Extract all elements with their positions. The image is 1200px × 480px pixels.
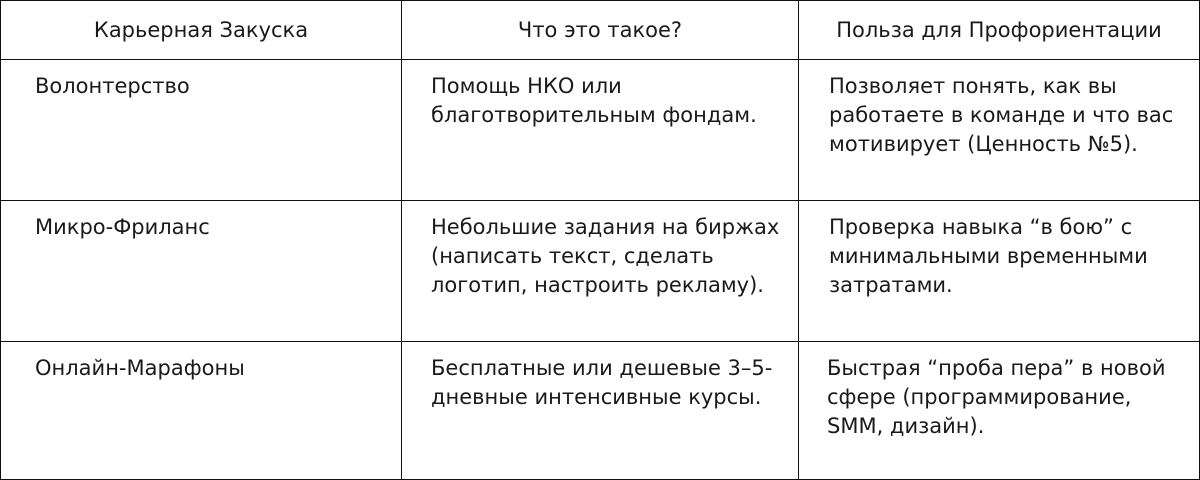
table-cell-snack-name: Микро-Фриланс [1, 201, 402, 342]
table-row [1, 60, 1200, 201]
table-header-row [1, 1, 1200, 60]
column-header-career-snack: Карьерная Закуска [1, 1, 402, 60]
table-cell-benefit: Проверка навыка “в бою” с минимальными временными затратами. [799, 201, 1200, 342]
table-row [1, 201, 1200, 342]
table-cell-benefit: Позволяет понять, как вы работаете в команде и что вас мотивирует (Ценность №5). [799, 60, 1200, 201]
column-header-what-is-it: Что это такое? [402, 1, 799, 60]
table-row [1, 342, 1200, 480]
table-cell-snack-name: Онлайн-Марафоны [1, 342, 402, 480]
table-cell-description: Помощь НКО или благотворительным фондам. [402, 60, 799, 201]
column-header-career-guidance-benefit: Польза для Профориентации [799, 1, 1200, 60]
table-cell-benefit: Быстрая “проба пера” в новой сфере (программирование, SMM, дизайн). [799, 342, 1200, 480]
table-cell-description: Бесплатные или дешевые 3–5-дневные интенсивные курсы. [402, 342, 799, 480]
table-cell-snack-name: Волонтерство [1, 60, 402, 201]
table-cell-description: Небольшие задания на биржах (написать текст, сделать логотип, настроить рекламу). [402, 201, 799, 342]
